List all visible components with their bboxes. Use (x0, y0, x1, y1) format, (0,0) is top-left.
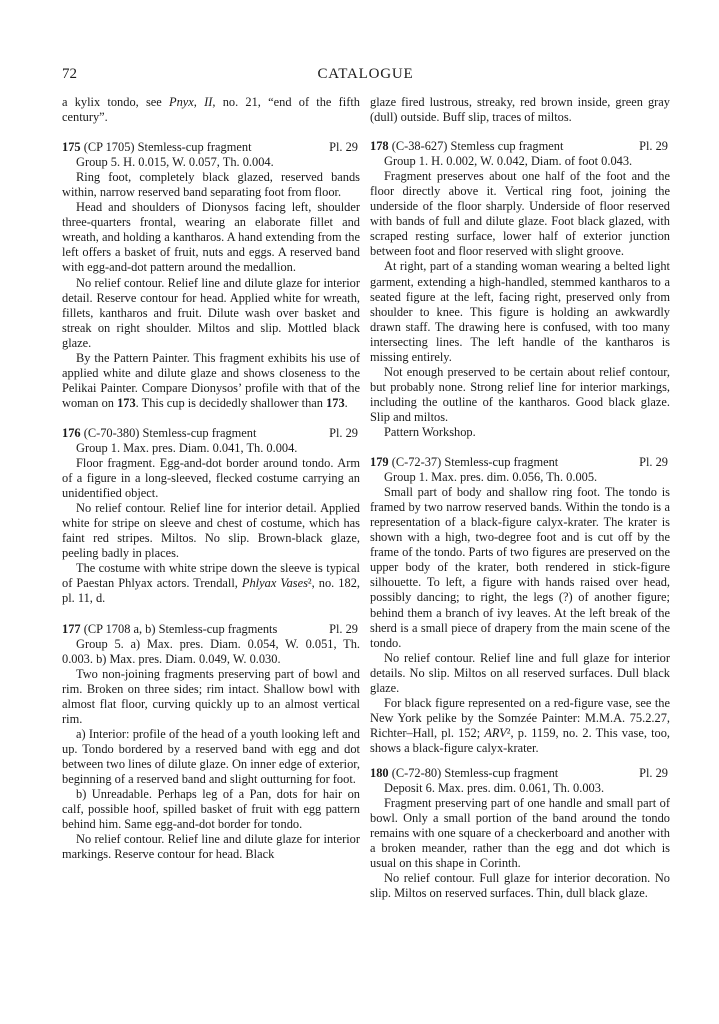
entry-number: 176 (62, 425, 81, 440)
entry-title: (C-70-380) Stemless-cup fragment (80, 425, 257, 440)
entry-number: 177 (62, 621, 81, 636)
entry-180 (370, 766, 670, 901)
entry-paragraph: Group 1. H. 0.002, W. 0.042, Diam. of foot 0.043. (384, 154, 633, 169)
continued-paragraph: glaze fired lustrous, streaky, red brown inside, green gray (dull) outside. Buff slip, traces of miltos. (370, 95, 670, 125)
entry-paragraph: By the Pattern Painter. This fragment exhibits his use of applied white and dilute glaze and shows closeness to the Pelikai Painter. Compare Dionysos’ profile with that of the woman on 173. This cup is decidedly shallower than 173. (62, 350, 360, 410)
intro-paragraph: a kylix tondo, see Pnyx, II, no. 21, “end of the fifth century”. (62, 95, 360, 125)
entry-179 (370, 455, 670, 756)
entry-paragraph: b) Unreadable. Perhaps leg of a Pan, dots for hair on calf, possible hoof, spilled basket of fruit with egg pattern behind him. Same egg-and-dot border for tondo. (62, 787, 360, 832)
entry-paragraph: Ring foot, completely black glazed, reserved bands within, narrow reserved band separating foot from floor. (62, 170, 360, 200)
left-column (62, 95, 360, 862)
entry-178 (370, 139, 670, 440)
plate-ref: Pl. 29 (639, 139, 668, 154)
entry-heading (370, 455, 670, 470)
entry-heading (370, 766, 670, 781)
entry-number: 179 (370, 455, 389, 470)
entry-title: (CP 1708 a, b) Stemless-cup fragments (80, 621, 278, 636)
entry-paragraph: Group 1. Max. pres. dim. 0.056, Th. 0.005. (384, 470, 598, 485)
plate-ref: Pl. 29 (329, 425, 358, 440)
entry-title: (C-72-37) Stemless-cup fragment (388, 455, 559, 470)
entry-paragraph: No relief contour. Relief line and dilute glaze for interior detail. Reserve contour for head. Applied white for wreath, fillets, kantharos and fruit. Dilute wash over basket and streak on right shoulder. Miltos and slip. Mottled black glaze. (62, 275, 360, 350)
entry-paragraph: At right, part of a standing woman wearing a belted light garment, extending a high-handled, stemmed kantharos to a seated figure at the left, facing right, preserved only from shoulder to knee. This figure is holding an awkwardly drawn staff. The drawing here is confused, with too many intersecting lines. The left handle of the kantharos is missing entirely. (370, 259, 670, 364)
entry-paragraph: Fragment preserving part of one handle and small part of bowl. Only a small portion of the band around the tondo remains with one square of a checkerboard and another with a broken meander, rather than the egg and dot which is usual on this shape in Corinth. (370, 796, 670, 871)
entry-paragraph: Fragment preserves about one half of the foot and the floor directly above it. Vertical ring foot, joining the underside of the floor sharply. Underside of floor reserved with bands of full and dilute glaze. Foot black glazed, with scraped resting surface, lower half of exterior junction between foot and floor reserved with slight groove. (370, 169, 670, 259)
running-head: CATALOGUE (317, 66, 414, 82)
entry-paragraph: Group 5. a) Max. pres. Diam. 0.054, W. 0.051, Th. 0.003. b) Max. pres. Diam. 0.049, W. 0.030. (62, 636, 360, 666)
entry-paragraph: No relief contour. Relief line and full glaze for interior details. No slip. Miltos on all reserved surfaces. Dull black glaze. (370, 650, 670, 695)
entry-paragraph: Two non-joining fragments preserving part of bowl and rim. Broken on three sides; rim intact. Shallow bowl with almost flat floor, curving quickly up to an almost vertical rim. (62, 666, 360, 726)
entry-paragraph: No relief contour. Relief line for interior detail. Applied white for stripe on sleeve and chest of costume, which has faint red stripes. Miltos. No slip. Brown-black glaze, peeling badly in places. (62, 501, 360, 561)
plate-ref: Pl. 29 (639, 765, 668, 780)
entry-paragraph: For black figure represented on a red-figure vase, see the New York pelike by the Somzée Painter: M.M.A. 75.2.27, Richter–Hall, pl. 152; ARV², p. 1159, no. 2. This vase, too, shows a black-figure calyx-krater. (370, 695, 670, 755)
entry-heading (370, 139, 670, 154)
entry-paragraph: The costume with white stripe down the sleeve is typical of Paestan Phlyax actors. Trendall, Phlyax Vases², no. 182, pl. 11, d. (62, 561, 360, 606)
entry-paragraph: Head and shoulders of Dionysos facing left, shoulder three-quarters frontal, wearing an elaborate fillet and wreath, and holding a kantharos. A hand extending from the left offers a basket of fruit, nuts and eggs. A reserved band with egg-and-dot pattern around the medallion. (62, 200, 360, 275)
entry-heading (62, 140, 360, 155)
entry-paragraph: No relief contour. Full glaze for interior decoration. No slip. Miltos on reserved surfaces. Thin, dull black glaze. (370, 871, 670, 901)
entry-title: (CP 1705) Stemless-cup fragment (80, 140, 252, 155)
entry-paragraph: Floor fragment. Egg-and-dot border around tondo. Arm of a figure in a long-sleeved, flecked costume carrying an unidentified object. (62, 456, 360, 501)
right-column (370, 95, 670, 901)
entry-heading (62, 426, 360, 441)
plate-ref: Pl. 29 (639, 455, 668, 470)
entry-number: 180 (370, 765, 389, 780)
entry-heading (62, 622, 360, 637)
entry-number: 178 (370, 139, 389, 154)
entry-paragraph: Pattern Workshop. (384, 424, 476, 439)
entry-title: (C-72-80) Stemless-cup fragment (388, 765, 559, 780)
entry-paragraph: Small part of body and shallow ring foot. The tondo is framed by two narrow reserved bands. Within the tondo is a representation of a black-figure calyx-krater. The krater is shown with a high, two-degree foot and is cut off by the frame of the tondo. Parts of two figures are preserved on the upper body of the krater, both rendered in stick-figure silhouette. To left, a figure with hands raised over head, possibly dancing; to right, the legs (?) of another figure; behind them a branch of ivy leaves. At the left break of the sherd is a small piece of drapery from the main scene of the tondo. (370, 485, 670, 650)
entry-paragraph: Deposit 6. Max. pres. dim. 0.061, Th. 0.003. (384, 781, 605, 796)
entry-number: 175 (62, 140, 81, 155)
plate-ref: Pl. 29 (329, 621, 358, 636)
entry-177 (62, 622, 360, 863)
entry-176 (62, 426, 360, 607)
entry-175 (62, 140, 360, 411)
entry-paragraph: Group 1. Max. pres. Diam. 0.041, Th. 0.004. (76, 440, 298, 455)
entry-paragraph: Group 5. H. 0.015, W. 0.057, Th. 0.004. (76, 155, 274, 170)
page-header (62, 66, 669, 86)
plate-ref: Pl. 29 (329, 140, 358, 155)
entry-paragraph: a) Interior: profile of the head of a youth looking left and up. Tondo bordered by a reserved band with egg and dot between two lines of dilute glaze. On inner edge of exterior, beginning of a reserved band and slight outturning for foot. (62, 726, 360, 786)
page-number: 72 (62, 66, 77, 82)
entry-paragraph: No relief contour. Relief line and dilute glaze for interior markings. Reserve contour for head. Black (62, 832, 360, 862)
entry-paragraph: Not enough preserved to be certain about relief contour, but probably none. Strong relief line for interior markings, including the outline of the kantharos. Good black glaze. Slip and miltos. (370, 364, 670, 424)
entry-title: (C-38-627) Stemless cup fragment (388, 139, 564, 154)
